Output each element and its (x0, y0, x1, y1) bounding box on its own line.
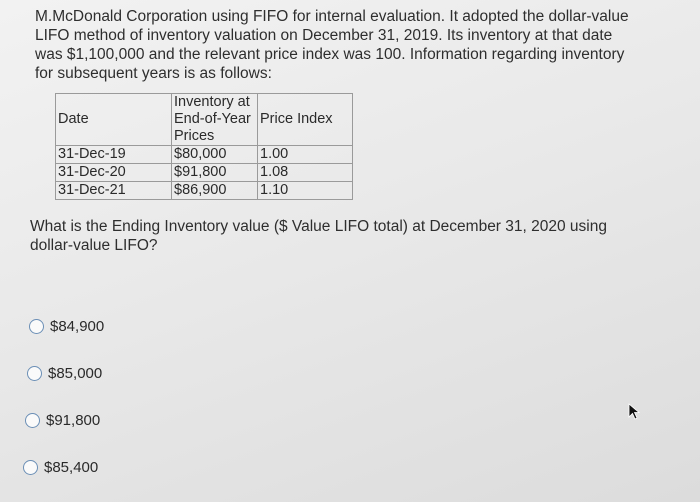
row-index: 1.08 (258, 164, 353, 182)
inventory-column-header (172, 94, 258, 146)
answer-option-label: $85,400 (44, 459, 99, 476)
answer-option-label: $91,800 (46, 412, 101, 429)
answer-option-1[interactable] (29, 318, 104, 335)
row-inventory: $86,900 (172, 182, 258, 200)
radio-button[interactable] (29, 319, 44, 334)
radio-button[interactable] (27, 366, 42, 381)
inventory-header-line3: Prices (174, 128, 215, 144)
table-row (56, 182, 353, 200)
answer-option-4[interactable] (23, 459, 98, 476)
question-intro (35, 7, 635, 83)
table-row (56, 146, 353, 164)
radio-button[interactable] (23, 460, 38, 475)
question-prompt: What is the Ending Inventory value ($ Value LIFO total) at December 31, 2020 using dollar-value LIFO? (30, 218, 607, 254)
answer-option-2[interactable] (27, 365, 102, 382)
row-inventory: $80,000 (172, 146, 258, 164)
date-column-header: Date (56, 94, 172, 146)
radio-button[interactable] (25, 413, 40, 428)
row-index: 1.10 (258, 182, 353, 200)
table-row (56, 164, 353, 182)
answer-option-label: $84,900 (50, 318, 105, 335)
price-index-column-header: Price Index (258, 94, 353, 146)
inventory-header-line2: End-of-Year (174, 111, 251, 127)
answer-option-3[interactable] (25, 412, 100, 429)
row-inventory: $91,800 (172, 164, 258, 182)
answer-option-label: $85,000 (48, 365, 103, 382)
row-date: 31-Dec-20 (56, 164, 172, 182)
row-index: 1.00 (258, 146, 353, 164)
question-intro-text: M.McDonald Corporation using FIFO for internal evaluation. It adopted the dollar-value LIFO method of inventory valuation on December 31, 2019. Its inventory at that date was $1,100,000 and the relevant price index was 100. Information regarding inventory for subsequent years is as follows: (35, 8, 629, 82)
row-date: 31-Dec-21 (56, 182, 172, 200)
inventory-header-line1: Inventory at (174, 94, 250, 110)
table-header-row (56, 94, 353, 146)
mouse-cursor-icon (628, 403, 642, 421)
inventory-table (55, 93, 353, 200)
row-date: 31-Dec-19 (56, 146, 172, 164)
